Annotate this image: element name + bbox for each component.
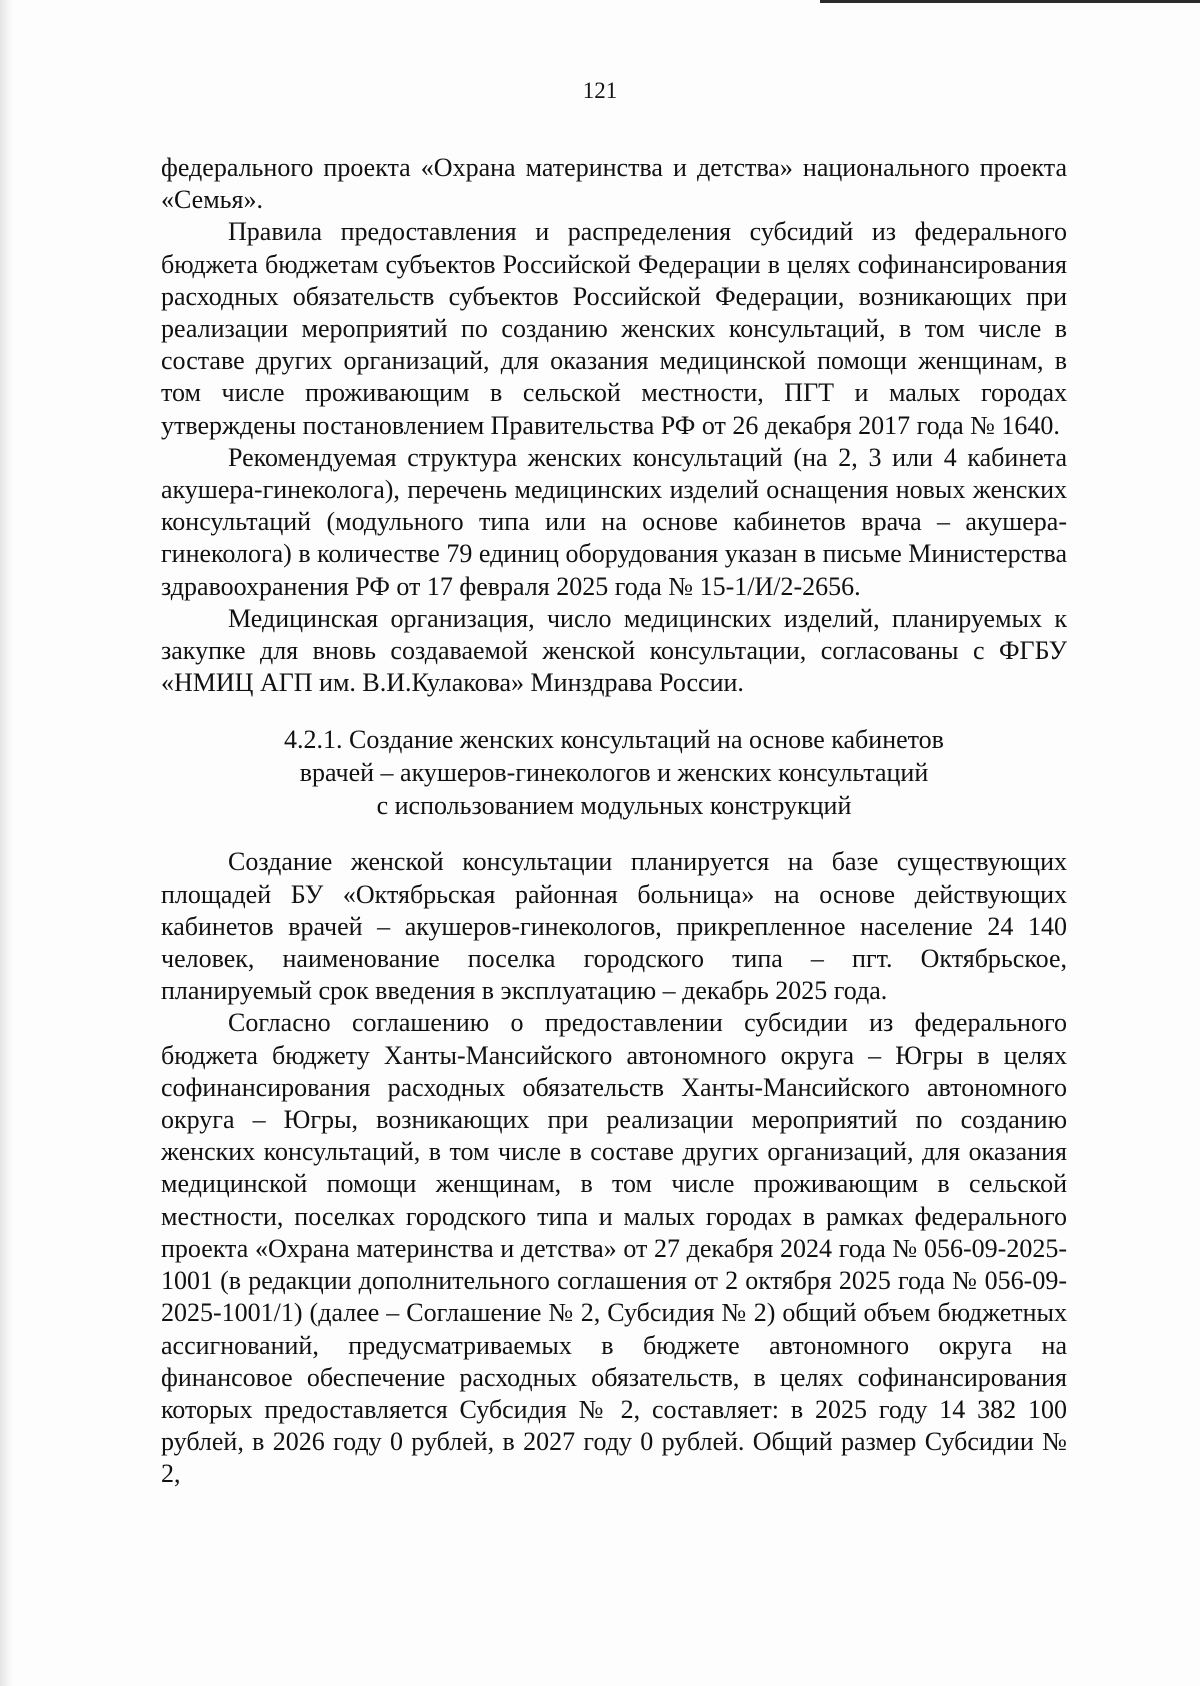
section-heading <box>161 723 1067 822</box>
paragraph: Медицинская организация, число медицинских изделий, планируемых к закупке для вновь создаваемой женской консультации, согласованы с ФГБУ «НМИЦ АГП им. В.И.Кулакова» Минздрава России. <box>161 603 1067 698</box>
section-heading-line: 4.2.1. Создание женских консультаций на основе кабинетов <box>284 725 944 755</box>
document-body <box>161 152 1067 1491</box>
paragraph: федерального проекта «Охрана материнства и детства» национального проекта «Семья». <box>161 153 1067 215</box>
section-heading-line: врачей – акушеров-гинекологов и женских консультаций <box>299 758 929 788</box>
paragraph: Согласно соглашению о предоставлении субсидии из федерального бюджета бюджету Ханты-Мансийского автономного округа – Югры в целях софинансирования расходных обязательств Ханты-Мансийского автономного округа – Югры, возникающих при реализации мероприятий по созданию женских консультаций, в том числе в составе других организаций, для оказания медицинской помощи женщинам, в том числе проживающим в сельской местности, поселках городского типа и малых городах в рамках федерального проекта «Охрана материнства и детства» от 27 декабря 2024 года № 056-09-2025-1001 (в редакции дополнительного соглашения от 2 октября 2025 года № 056-09-2025-1001/1) (далее – Соглашение № 2, Субсидия № 2) общий объем бюджетных ассигнований, предусматриваемых в бюджете автономного округа на финансовое обеспечение расходных обязательств, в целях софинансирования которых предоставляется Субсидия № 2, составляет: в 2025 году 14 382 100 рублей, в 2026 году 0 рублей, в 2027 году 0 рублей. Общий размер Субсидии № 2, <box>161 1008 1067 1489</box>
scan-edge-shadow <box>0 0 14 1686</box>
scan-edge-line <box>820 0 1200 3</box>
paragraph: Создание женской консультации планируется на базе существующих площадей БУ «Октябрьская районная больница» на основе действующих кабинетов врачей – акушеров-гинекологов, прикрепленное население 24 140 человек, наименование поселка городского типа – пгт. Октябрьское, планируемый срок введения в эксплуатацию – декабрь 2025 года. <box>161 847 1067 1006</box>
paragraph: Правила предоставления и распределения субсидий из федерального бюджета бюджетам субъектов Российской Федерации в целях софинансирования расходных обязательств субъектов Российской Федерации, возникающих при реализации мероприятий по созданию женских консультаций, в том числе в составе других организаций, для оказания медицинской помощи женщинам, в том числе проживающим в сельской местности, ПГТ и малых городах утверждены постановлением Правительства РФ от 26 декабря 2017 года № 1640. <box>161 217 1067 440</box>
section-heading-line: с использованием модульных конструкций <box>376 791 852 821</box>
page-number: 121 <box>582 78 618 103</box>
paragraph: Рекомендуемая структура женских консультаций (на 2, 3 или 4 кабинета акушера-гинеколога), перечень медицинских изделий оснащения новых женских консультаций (модульного типа или на основе кабинетов врача – акушера-гинеколога) в количестве 79 единиц оборудования указан в письме Министерства здравоохранения РФ от 17 февраля 2025 года № 15-1/И/2-2656. <box>161 442 1067 601</box>
